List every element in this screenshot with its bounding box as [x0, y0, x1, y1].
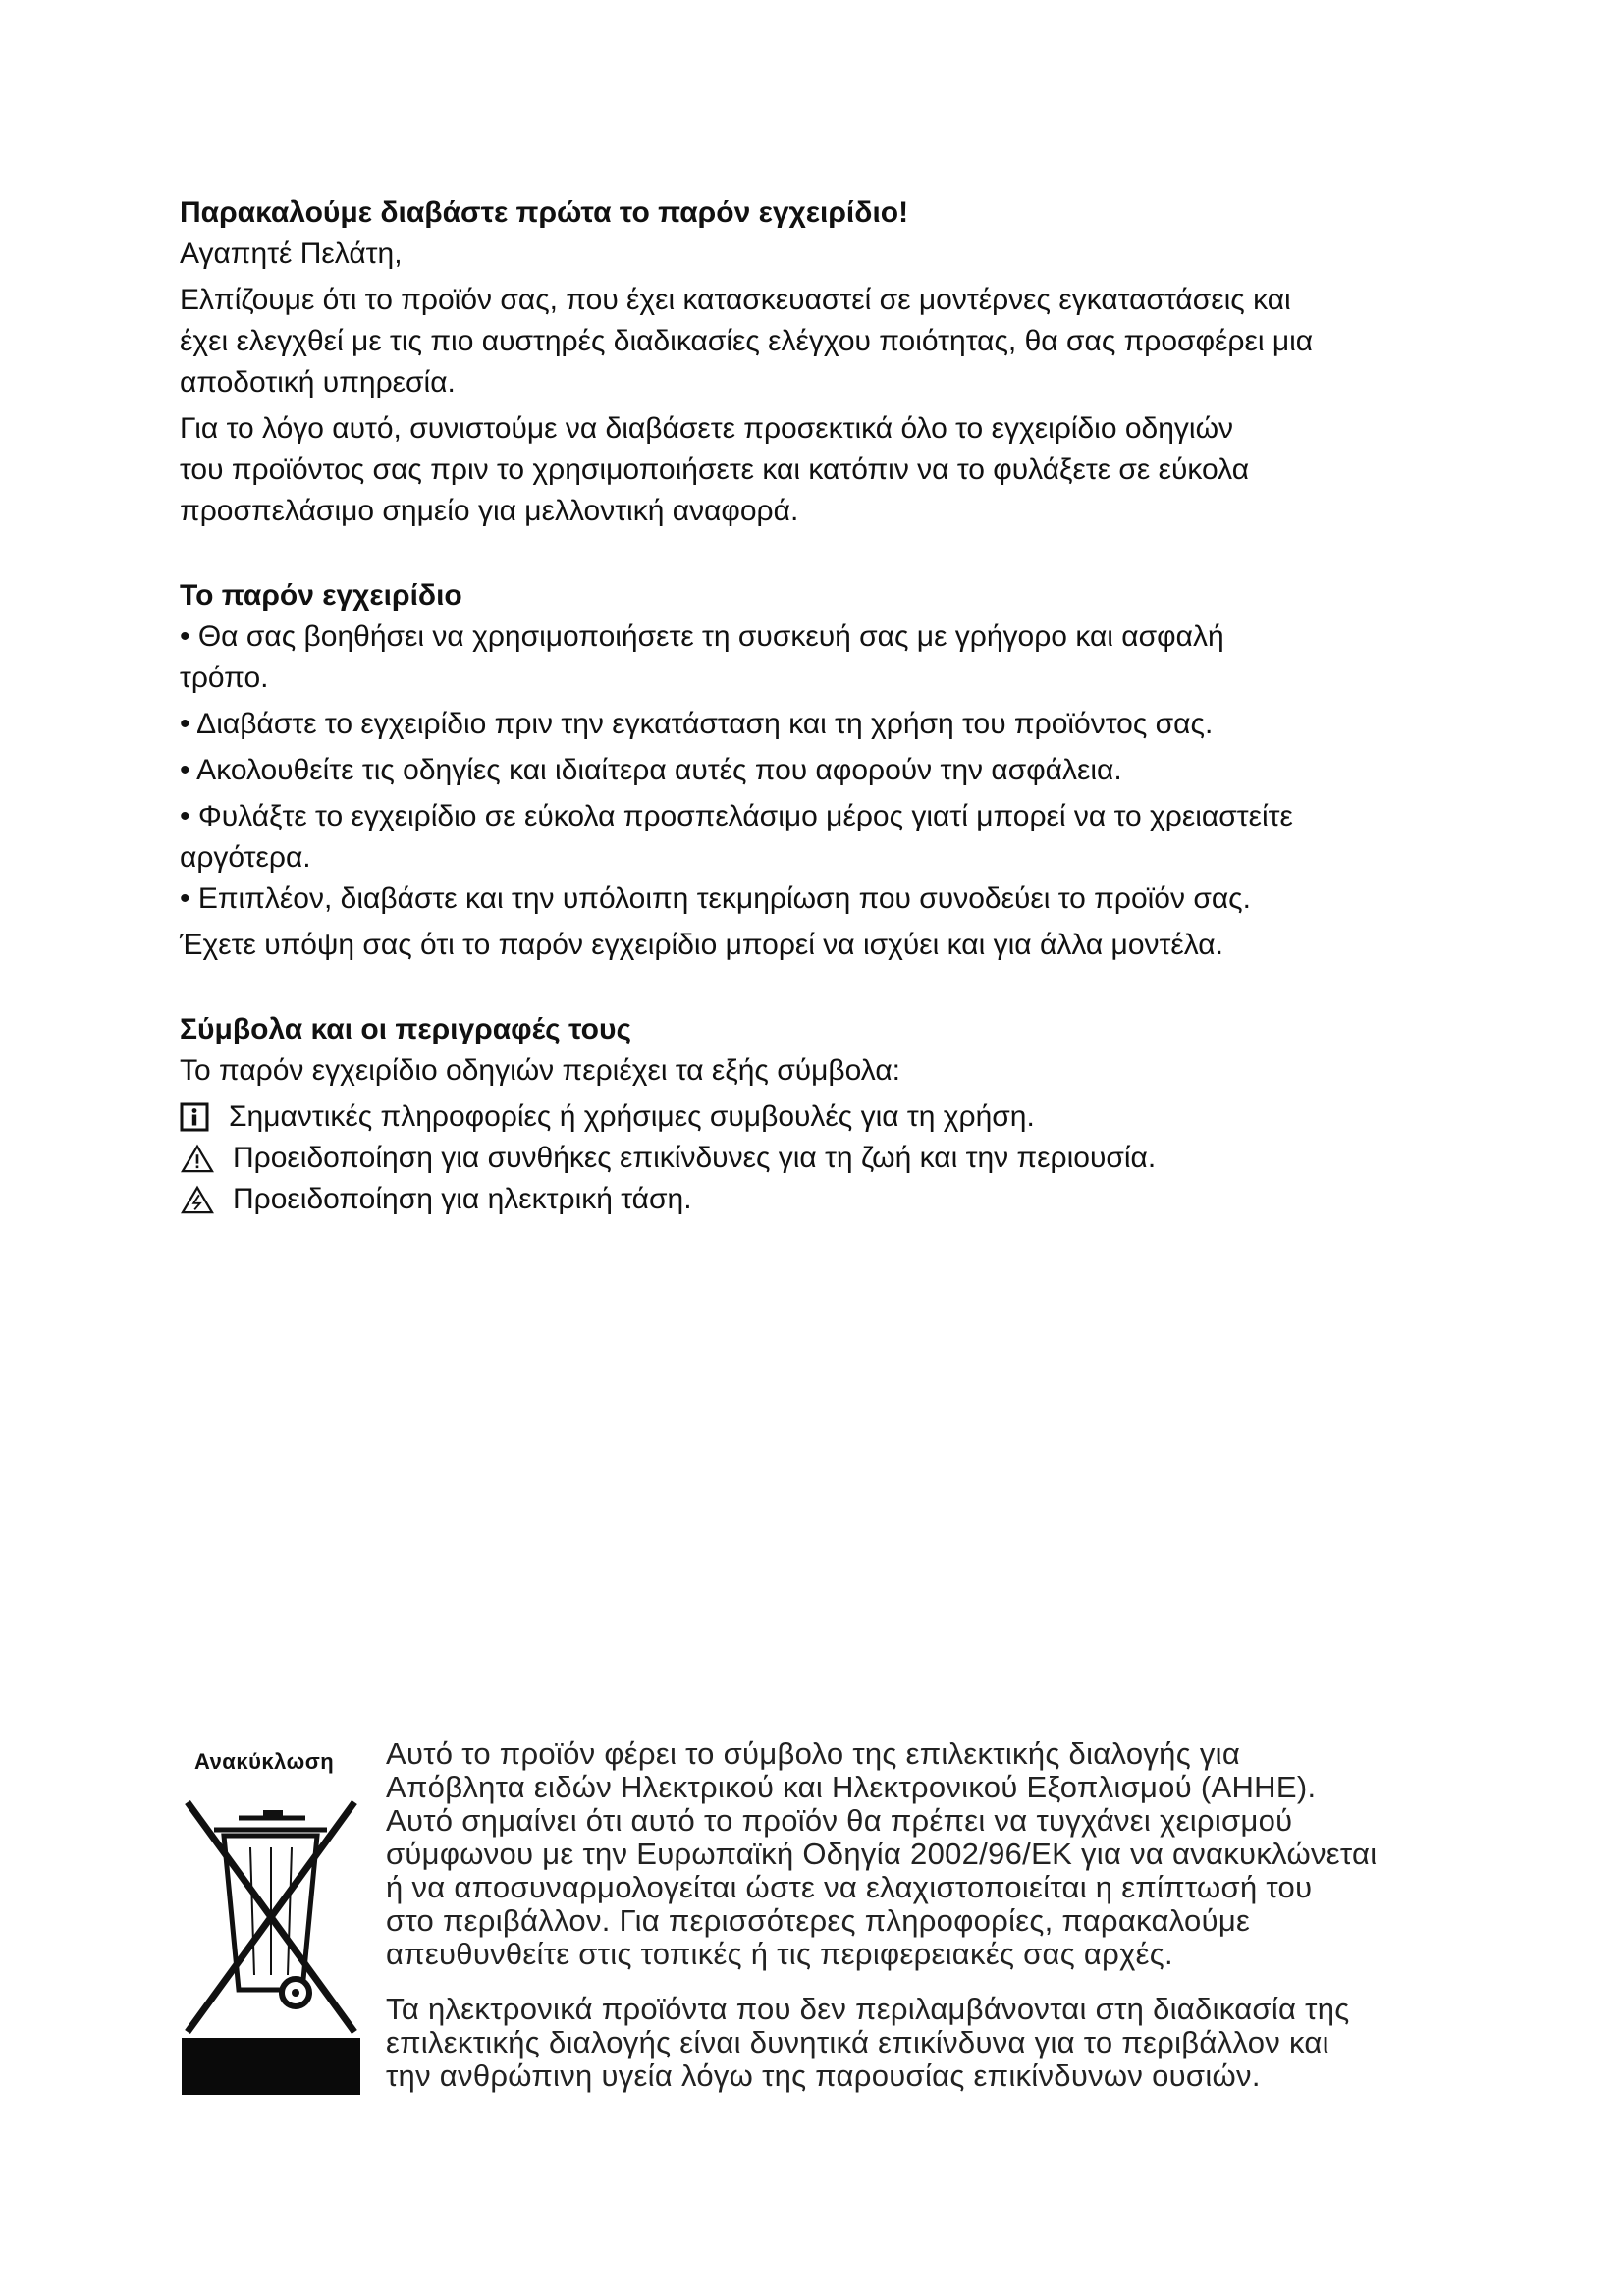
manual-bullet-list [180, 616, 1456, 920]
text-line: του προϊόντος σας πριν το χρησιμοποιήσετε και κατόπιν να το φυλάξετε σε εύκολα [180, 454, 1250, 486]
manual-note: Έχετε υπόψη σας ότι το παρόν εγχειρίδιο μπορεί να ισχύει και για άλλα μοντέλα. [180, 929, 1223, 961]
text-line: Αυτό σημαίνει ότι αυτό το προϊόν θα πρέπει να τυγχάνει χειρισμού [386, 1803, 1293, 1838]
bullet-item [180, 879, 1456, 920]
bullet-text: τρόπο. [180, 662, 269, 694]
bullet-item [180, 750, 1456, 791]
text-line: προσπελάσιμο σημείο για μελλοντική αναφορά. [180, 495, 799, 527]
recycling-paragraph-1 [386, 1737, 1495, 1971]
page-content [180, 192, 1456, 1220]
info-box-icon [180, 1102, 209, 1132]
bullet-item [180, 616, 1456, 699]
bullet-text: • Διαβάστε το εγχειρίδιο πριν την εγκατάσταση και τη χρήση του προϊόντος σας. [180, 708, 1214, 740]
bullet-text: • Φυλάξτε το εγχειρίδιο σε εύκολα προσπελάσιμο μέρος γιατί μπορεί να το χρειαστείτε [180, 800, 1293, 832]
bullet-text: αργότερα. [180, 841, 311, 874]
text-line: απευθυνθείτε στις τοπικές ή τις περιφερειακές σας αρχές. [386, 1937, 1173, 1971]
intro-title: Παρακαλούμε διαβάστε πρώτα το παρόν εγχειρίδιο! [180, 196, 909, 229]
symbol-description: Προειδοποίηση για ηλεκτρική τάση. [233, 1183, 692, 1215]
text-line: έχει ελεγχθεί με τις πιο αυστηρές διαδικασίες ελέγχου ποιότητας, θα σας προσφέρει μια [180, 325, 1314, 357]
recycling-text [386, 1737, 1495, 2093]
recycling-label: Ανακύκλωση [194, 1749, 335, 1774]
manual-heading: Το παρόν εγχειρίδιο [180, 579, 462, 612]
electric-warning-triangle-icon [180, 1185, 215, 1214]
text-line: Τα ηλεκτρονικά προϊόντα που δεν περιλαμβάνονται στη διαδικασία της [386, 1992, 1350, 2026]
text-line: Αυτό το προϊόν φέρει το σύμβολο της επιλεκτικής διαλογής για [386, 1736, 1241, 1771]
symbols-intro: Το παρόν εγχειρίδιο οδηγιών περιέχει τα εξής σύμβολα: [180, 1054, 901, 1087]
recycling-section [180, 1737, 1495, 2130]
text-line: Απόβλητα ειδών Ηλεκτρικού και Ηλεκτρονικού Εξοπλισμού (ΑΗΗΕ). [386, 1770, 1317, 1804]
bullet-text: • Θα σας βοηθήσει να χρησιμοποιήσετε τη συσκευή σας με γρήγορο και ασφαλή [180, 620, 1224, 653]
separate-collection-bar [182, 2038, 360, 2095]
intro-paragraph-2 [180, 408, 1456, 532]
text-line: Για το λόγο αυτό, συνιστούμε να διαβάσετε προσεκτικά όλο το εγχειρίδιο οδηγιών [180, 412, 1233, 445]
crossed-out-bin-icon [180, 1789, 366, 2054]
bullet-text: • Επιπλέον, διαβάστε και την υπόλοιπη τεκμηρίωση που συνοδεύει το προϊόν σας. [180, 882, 1251, 915]
text-line: Ελπίζουμε ότι το προϊόν σας, που έχει κατασκευαστεί σε μοντέρνες εγκαταστάσεις και [180, 284, 1291, 316]
warning-triangle-icon [180, 1144, 215, 1173]
text-line: την ανθρώπινη υγεία λόγω της παρουσίας επικίνδυνων ουσιών. [386, 2058, 1261, 2093]
text-line: επιλεκτικής διαλογής είναι δυνητικά επικίνδυνα για το περιβάλλον και [386, 2025, 1329, 2059]
intro-paragraph-1 [180, 280, 1456, 403]
text-line: ή να αποσυναρμολογείται ώστε να ελαχιστοποιείται η επίπτωσή του [386, 1870, 1313, 1904]
symbol-description: Σημαντικές πληροφορίες ή χρήσιμες συμβουλές για τη χρήση. [229, 1100, 1035, 1133]
symbols-heading: Σύμβολα και οι περιγραφές τους [180, 1013, 632, 1045]
bullet-item [180, 704, 1456, 745]
symbol-row-warning [180, 1138, 1456, 1179]
text-line: σύμφωνου με την Ευρωπαϊκή Οδηγία 2002/96/ΕΚ για να ανακυκλώνεται [386, 1837, 1378, 1871]
symbol-row-info [180, 1096, 1456, 1138]
symbol-row-electric [180, 1179, 1456, 1220]
text-line: αποδοτική υπηρεσία. [180, 366, 456, 399]
bullet-text: • Ακολουθείτε τις οδηγίες και ιδιαίτερα αυτές που αφορούν την ασφάλεια. [180, 754, 1122, 786]
recycling-paragraph-2 [386, 1993, 1495, 2093]
symbol-description: Προειδοποίηση για συνθήκες επικίνδυνες για τη ζωή και την περιουσία. [233, 1142, 1157, 1174]
greeting: Αγαπητέ Πελάτη, [180, 238, 403, 270]
bullet-item [180, 796, 1456, 879]
text-line: στο περιβάλλον. Για περισσότερες πληροφορίες, παρακαλούμε [386, 1903, 1251, 1938]
